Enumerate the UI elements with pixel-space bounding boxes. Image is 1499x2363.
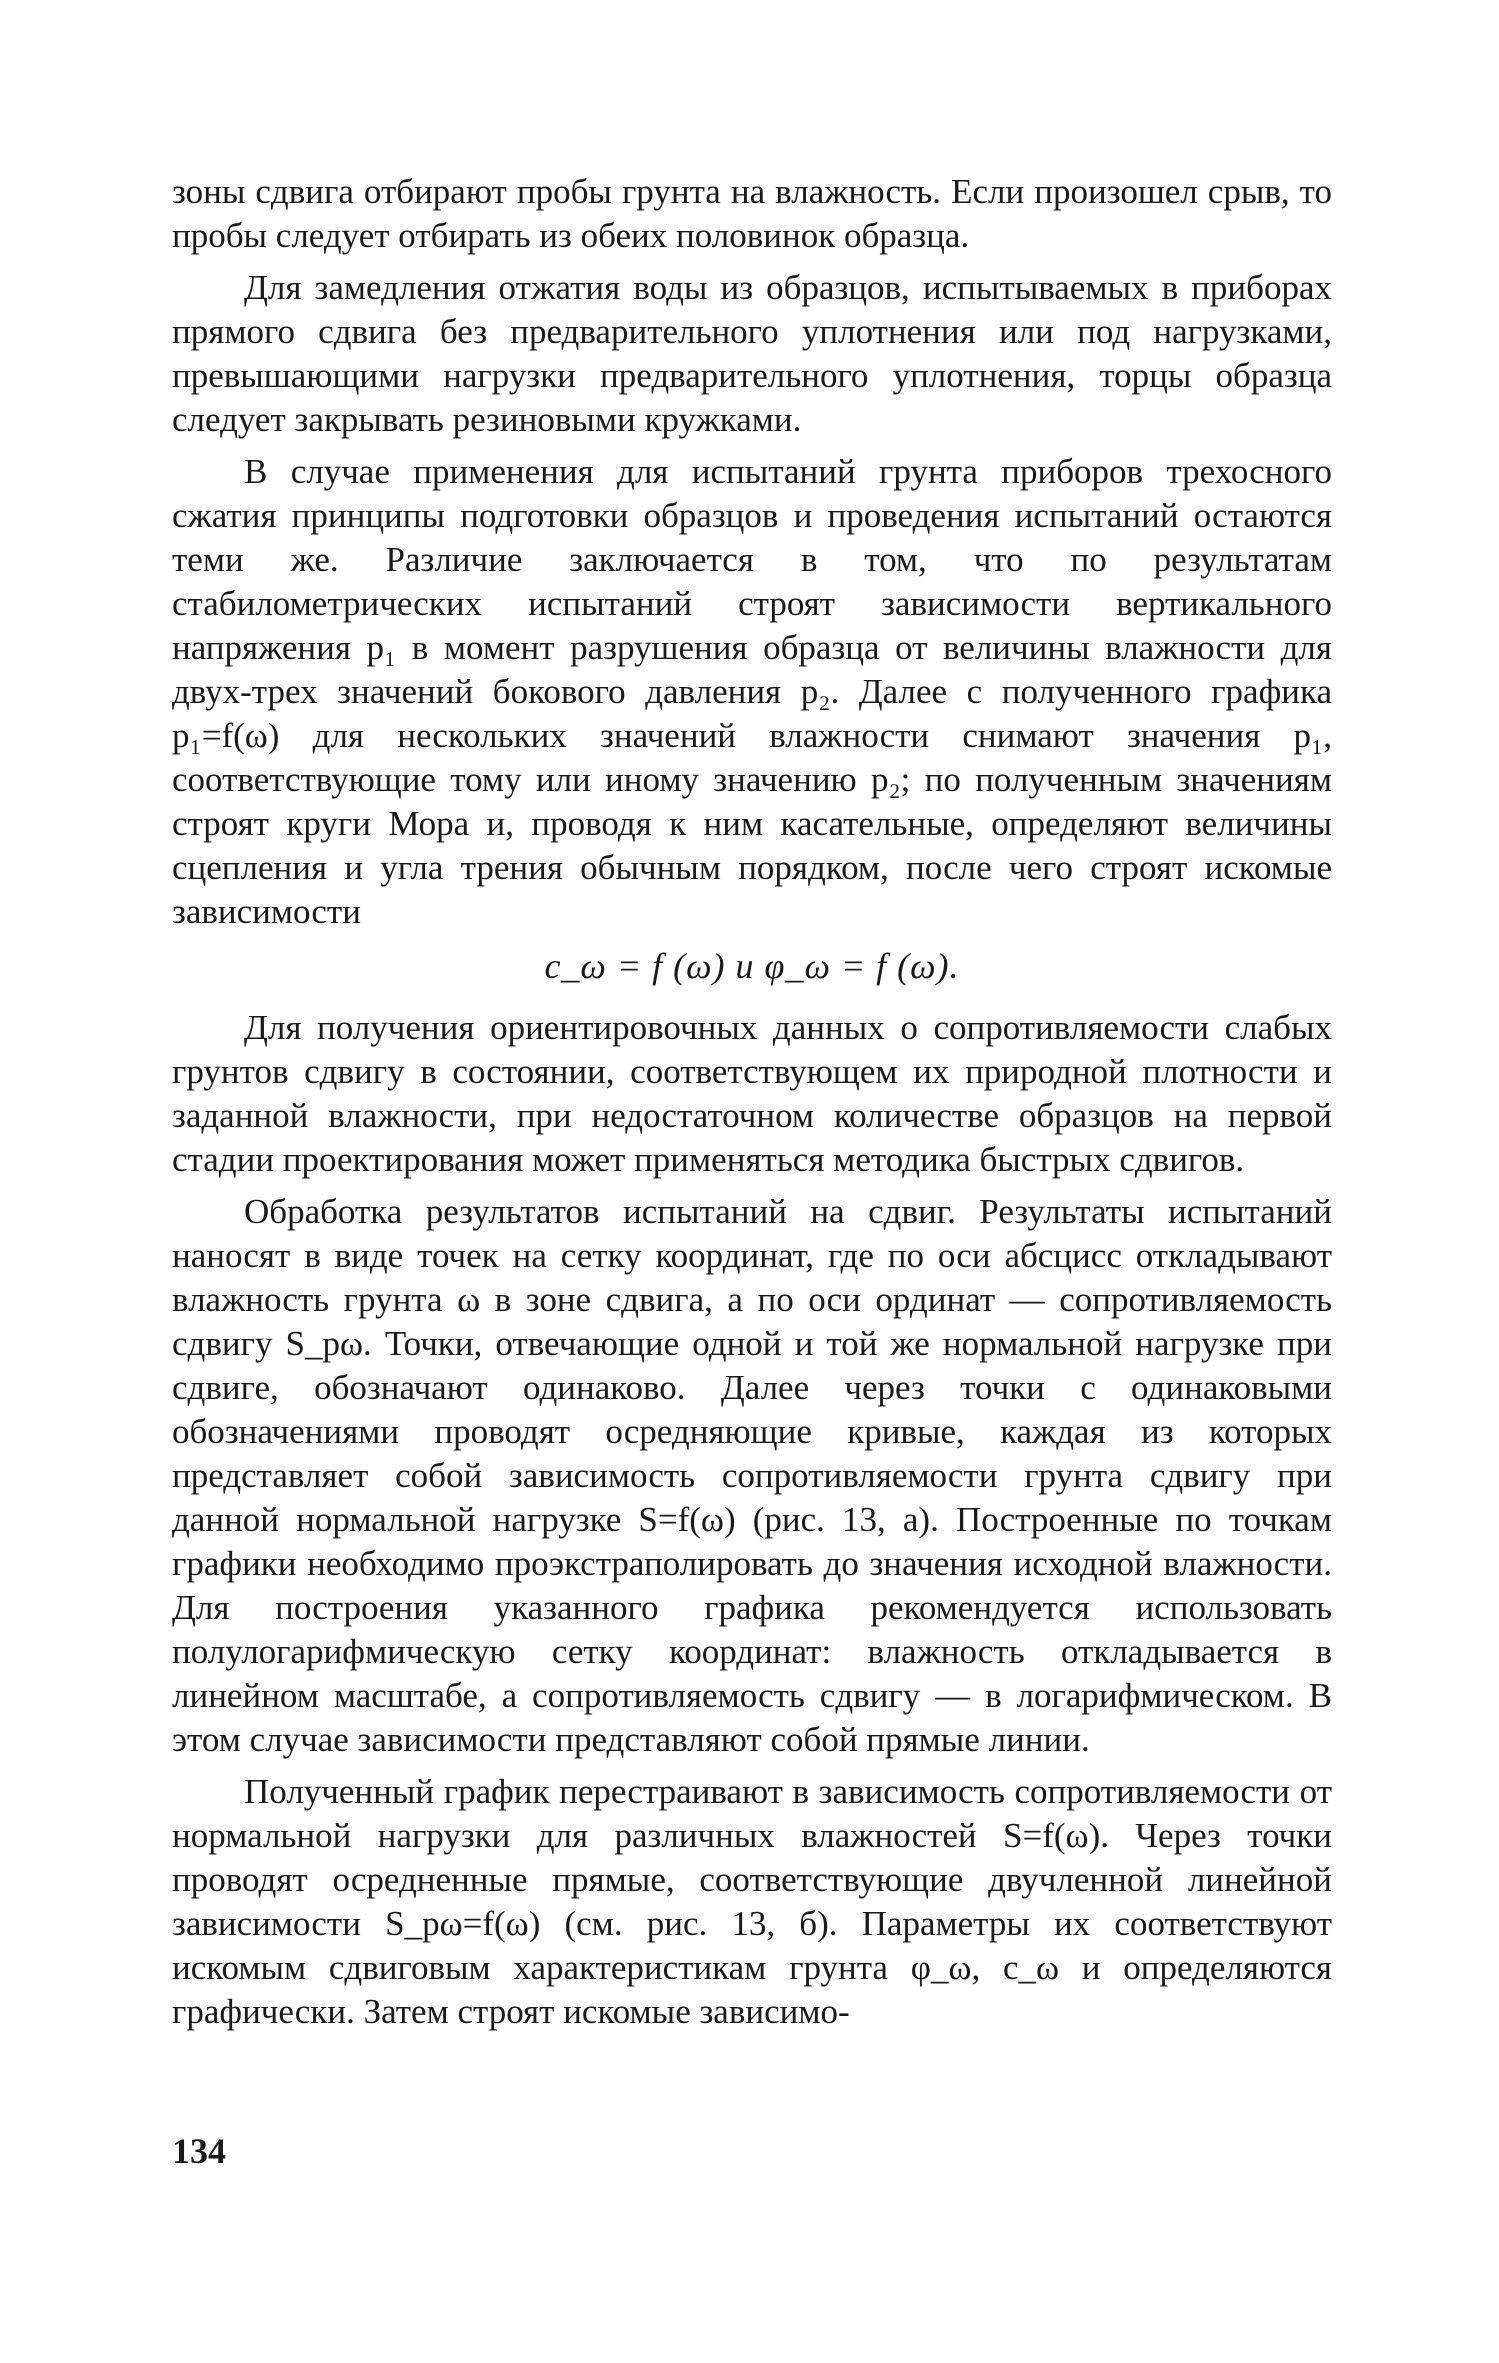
page-number: 134: [172, 2131, 226, 2171]
paragraph-4: Для получения ориентировочных данных о сопротивляемости слабых грунтов сдвигу в состоянии, соответствующем их природной плотности и заданной влажности, при недостаточном количестве образцов на первой стадии проектирования может применяться методика быстрых сдвигов.: [172, 1008, 1332, 1179]
paragraph-6: Полученный график перестраивают в зависимость сопротивляемости от нормальной нагрузки для различных влажностей S=f(ω). Через точки проводят осредненные прямые, соответствующие двучленной линейной зависимости S_pω=f(ω) (см. рис. 13, б). Параметры их соответствуют искомым сдвиговым характеристикам грунта φ_ω, c_ω и определяются графически. Затем строят искомые зависимо-: [172, 1772, 1332, 2031]
paragraph-5: Обработка результатов испытаний на сдвиг. Результаты испытаний наносят в виде точек на сетку координат, где по оси абсцисс откладывают влажность грунта ω в зоне сдвига, а по оси ординат — сопротивляемость сдвигу S_pω. Точки, отвечающие одной и той же нормальной нагрузке при сдвиге, обозначают одинаково. Далее через точки с одинаковыми обозначениями проводят осредняющие кривые, каждая из которых представляет собой зависимость сопротивляемости грунта сдвигу при данной нормальной нагрузке S=f(ω) (рис. 13, а). Построенные по точкам графики необходимо проэкстраполировать до значения исходной влажности. Для построения указанного графика рекомендуется использовать полулогарифмическую сетку координат: влажность откладывается в линейном масштабе, а сопротивляемость сдвигу — в логарифмическом. В этом случае зависимости представляют собой прямые линии.: [172, 1192, 1332, 1759]
paragraph-3: В случае применения для испытаний грунта приборов трехосного сжатия принципы подготовки образцов и проведения испытаний остаются теми же. Различие заключается в том, что по результатам стабилометрических испытаний строят зависимости вертикального напряжения p₁ в момент разрушения образца от величины влажности для двух-трех значений бокового давления p₂. Далее с полученного графика p₁=f(ω) для нескольких значений влажности снимают значения p₁, соответствующие тому или иному значению p₂; по полученным значениям строят круги Мора и, проводя к ним касательные, определяют величины сцепления и угла трения обычным порядком, после чего строят искомые зависимости: [172, 452, 1332, 931]
paragraph-2: Для замедления отжатия воды из образцов, испытываемых в приборах прямого сдвига без предварительного уплотнения или под нагрузками, превышающими нагрузки предварительного уплотнения, торцы образца следует закрывать резиновыми кружками.: [172, 268, 1332, 439]
paragraph-1: зоны сдвига отбирают пробы грунта на влажность. Если произошел срыв, то пробы следует отбирать из обеих половинок образца.: [172, 172, 1332, 255]
body-text: [172, 170, 1332, 2042]
formula: c_ω = f (ω) и φ_ω = f (ω).: [544, 946, 960, 986]
